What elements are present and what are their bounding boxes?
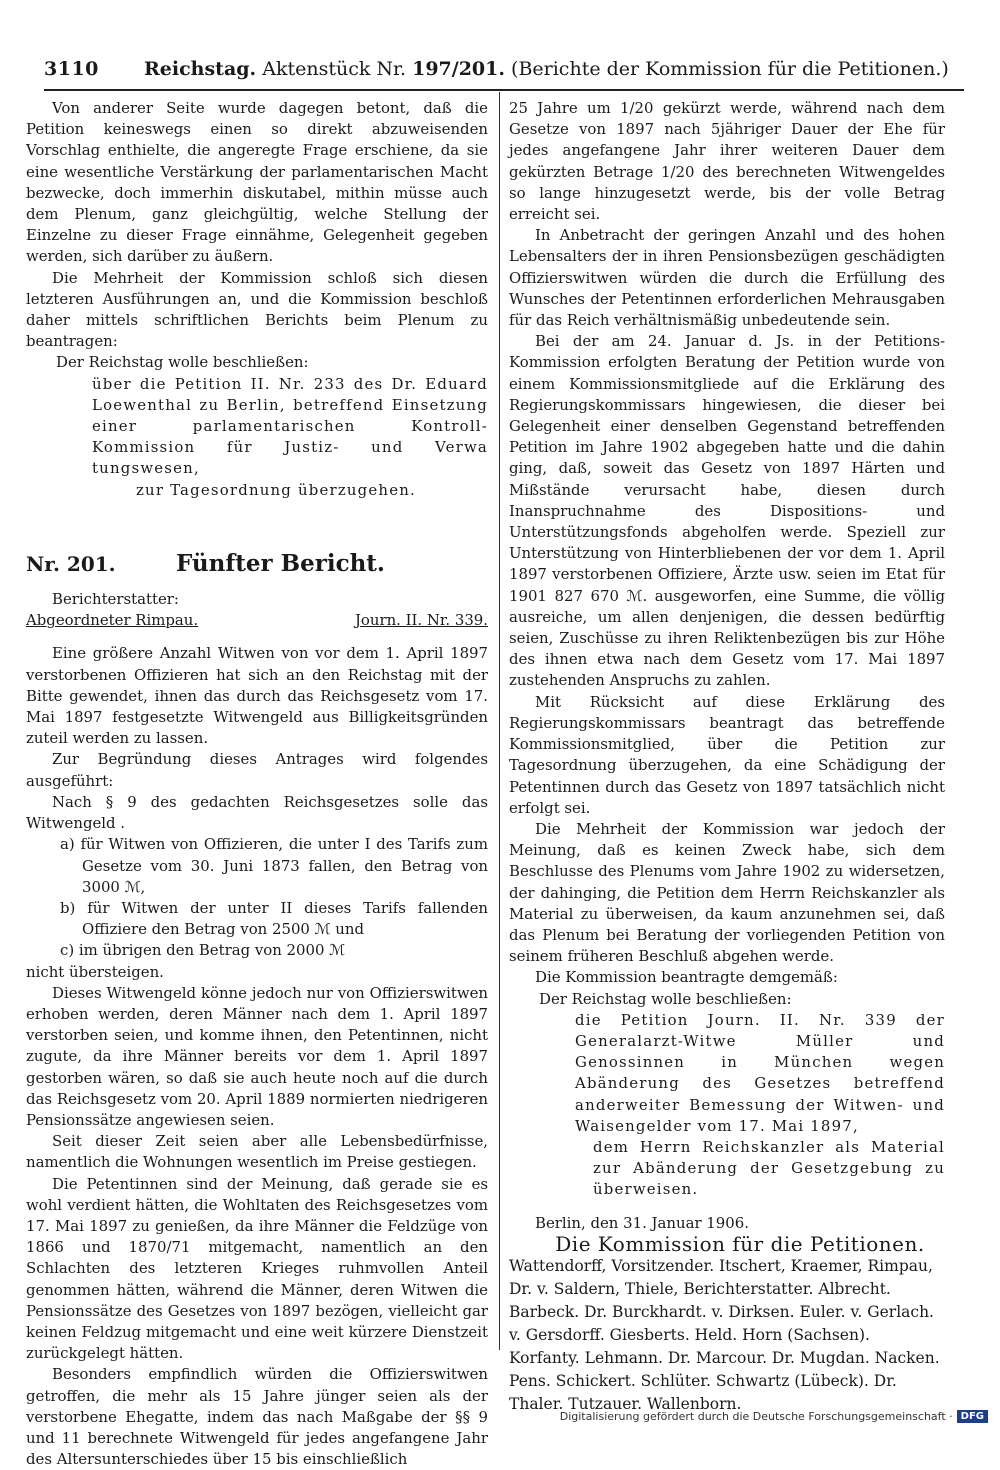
paragraph: Dieses Witwengeld könne jedoch nur von Offizierswitwen erhoben werden, deren Männer nach dem 1. April 1897 verstorben seien, und komme ihnen, den Petentinnen, nicht zugute, da ihre Männer bereits vor dem 1. April 1897 gestorben wären, so daß sie auch heute noch auf die durch das Reichsgesetz vom 20. April 1889 normierten niedrigeren Pensionssätze angewiesen seien. bbox=[26, 983, 488, 1129]
section-number: Nr. 201. bbox=[26, 551, 116, 576]
paragraph: Mit Rücksicht auf diese Erklärung des Regierungskommissars beantragt das betreffende Kommissionsmitglied, über die Petition zur Tagesordnung überzugehen, da eine Schädigung der Petentinnen durch das Gesetz von 1897 tatsächlich nicht erfolgt sei. bbox=[509, 692, 945, 817]
footer-text: Digitalisierung gefördert durch die Deutsche Forschungsgemeinschaft · bbox=[559, 1410, 953, 1423]
paragraph: 25 Jahre um 1/20 gekürzt werde, während nach dem Gesetze von 1897 nach 5jähriger Dauer der Ehe für jedes angefangene Jahr ihrer weiteren Dauer dem gekürzten Betrage 1/20 des berechneten Witwengeldes so lange hinzugesetzt werde, bis der volle Betrag erreicht sei. bbox=[509, 99, 945, 224]
title-prefix: Reichstag. bbox=[144, 58, 257, 80]
running-title bbox=[144, 58, 949, 80]
title-suffix: (Berichte der Kommission für die Petitionen.) bbox=[511, 58, 949, 80]
title-doc: Aktenstück Nr. bbox=[262, 58, 407, 80]
section-heading bbox=[26, 549, 488, 577]
section-title: Fünfter Bericht. bbox=[176, 549, 385, 577]
commission-title: Die Kommission für die Petitionen. bbox=[555, 1231, 925, 1256]
reporter-name: Abgeordneter Rimpau. bbox=[26, 611, 199, 630]
resolve-line: Der Reichstag wolle beschließen: bbox=[56, 353, 309, 372]
reporter-label: Berichterstatter: bbox=[52, 590, 179, 609]
paragraph: Bei der am 24. Januar d. Js. in der Petitions-Kommission erfolgten Beratung der Petition wurde von einem Kommissionsmitgliede auf die Erklärung des Regierungskommissars hingewiesen, die dieser bei Gelegenheit einer denselben Gegenstand betreffenden Petition im Jahre 1902 abgegeben hatte und die dahin ging, daß, soweit das Gesetz von 1897 Härten und Mißstände verursacht habe, diesen durch Inanspruchnahme des Dispositions- und Unterstützungsfonds abgeholfen werde. Speziell zur Unterstützung von Hinterbliebenen der vor dem 1. April 1897 verstorbenen Offiziere, Ärzte usw. seien im Etat für 1901 827 670 ℳ. ausgeworfen, eine Summe, die völlig ausreiche, um allen denjenigen, die dessen bedürftig seien, Zuschüsse zu ihren Reliktenbezügen bis zur Höhe des ihnen etwa nach dem Gesetz vom 17. Mai 1897 zustehenden Anspruchs zu zahlen. bbox=[509, 332, 945, 690]
date-line: Berlin, den 31. Januar 1906. bbox=[535, 1213, 749, 1232]
paragraph: Eine größere Anzahl Witwen von vor dem 1. April 1897 verstorbenen Offizieren hat sich an den Reichstag mit der Bitte gewendet, ihnen das durch das Reichsgesetz vom 17. Mai 1897 festgesetzte Witwengeld aus Billigkeitsgründen zuteil werden zu lassen. bbox=[26, 644, 488, 748]
footer-credit bbox=[560, 1410, 988, 1423]
resolve-line: Der Reichstag wolle beschließen: bbox=[539, 989, 792, 1008]
resolution-text: über die Petition II. Nr. 233 des Dr. Eduard Loewenthal zu Berlin, betreffend Einsetzung einer parlamentarischen Kontroll-Kommission für Justiz- und Verwa tungswesen, bbox=[92, 374, 488, 478]
reporter-row bbox=[26, 610, 488, 631]
member-list: Wattendorff, Vorsitzender. Itschert, Kraemer, Rimpau, Dr. v. Saldern, Thiele, Berichterstatter. Albrecht. Barbeck. Dr. Burckhardt. v. Dirksen. Euler. v. Gerlach. v. Gersdorff. Giesberts. Held. Horn (Sachsen). Korfanty. Lehmann. Dr. Marcour. Dr. Mugdan. Nacken. Pens. Schickert. Schlüter. Schwartz (Lübeck). Dr. Thaler. Tutzauer. Wallenborn. bbox=[509, 1256, 940, 1413]
paragraph: In Anbetracht der geringen Anzahl und des hohen Lebensalters der in ihren Pensionsbezügen geschädigten Offizierswitwen würden die durch die Erfüllung des Wunsches der Petentinnen erforderlichen Mehrausgaben für das Reich verhältnismäßig unbedeutende sein. bbox=[509, 226, 945, 330]
resolution-end: zur Tagesordnung überzugehen. bbox=[136, 480, 416, 499]
resolution-text-2: dem Herrn Reichskanzler als Material zur Abänderung der Gesetzgebung zu überweisen. bbox=[593, 1137, 945, 1199]
list-item: b) für Witwen der unter II dieses Tarifs fallenden Offiziere den Betrag von 2500 ℳ und bbox=[60, 898, 488, 939]
column-divider bbox=[499, 92, 500, 1350]
paragraph: Von anderer Seite wurde dagegen betont, daß die Petition keineswegs einen so direkt abzuweisenden Vorschlag enthielte, die angeregte Frage erschiene, da sie eine wesentliche Verstärkung der parlamentarischen Macht bezwecke, doch immerhin diskutabel, mithin müsse auch dem Plenum, ganz gleichgültig, welche Stellung der Einzelne zu dieser Frage einnähme, Gelegenheit gegeben werden, sich darüber zu äußern. bbox=[26, 99, 488, 266]
paragraph: Besonders empfindlich würden die Offizierswitwen getroffen, die mehr als 15 Jahre jünger seien als der verstorbene Ehegatte, indem das nach Maßgabe der §§ 9 und 11 berechnete Witwengeld für jedes angefangene Jahr des Altersunterschiedes über 15 bis einschließlich bbox=[26, 1365, 488, 1469]
paragraph: nicht übersteigen. bbox=[26, 962, 164, 981]
paragraph: Nach § 9 des gedachten Reichsgesetzes solle das Witwengeld . bbox=[26, 792, 488, 833]
list-item: a) für Witwen von Offizieren, die unter I des Tarifs zum Gesetze vom 30. Juni 1873 fallen, den Betrag von 3000 ℳ, bbox=[60, 835, 488, 896]
paragraph: Die Mehrheit der Kommission war jedoch der Meinung, daß es keinen Zweck habe, sich dem Beschlusse des Plenums vom Jahre 1902 zu widersetzen, der dahinging, die Petition dem Herrn Reichskanzler als Material zu überweisen, da kaum anzunehmen sei, daß das Plenum bei Beratung der vorliegenden Petition von seinem früheren Beschluß abgehen werde. bbox=[509, 819, 945, 966]
title-docnum: 197/201. bbox=[412, 58, 505, 80]
paragraph: Die Petentinnen sind der Meinung, daß gerade sie es wohl verdient hätten, die Wohltaten des Reichsgesetzes vom 17. Mai 1897 zu genießen, da ihre Männer die Feldzüge von 1866 und 1870/71 mitgemacht, namentlich an den Schlachten des letzteren Krieges ruhmvollen Anteil genommen hätten, während die Männer, deren Witwen die Pensionssätze des Gesetzes von 1897 bezögen, vielleicht gar keinen Feldzug mitgemacht und eine weit kürzere Dienstzeit zurückgelegt hätten. bbox=[26, 1174, 488, 1363]
right-column bbox=[509, 98, 945, 1416]
resolution-text: die Petition Journ. II. Nr. 339 der Generalarzt-Witwe Müller und Genossinnen in München wegen Abänderung des Gesetzes betreffend anderweiter Bemessung der Witwen- und Waisengelder vom 17. Mai 1897, bbox=[575, 1010, 945, 1135]
paragraph: Die Kommission beantragte demgemäß: bbox=[535, 968, 838, 987]
dfg-logo: DFG bbox=[957, 1410, 988, 1423]
paragraph: Die Mehrheit der Kommission schloß sich diesen letzteren Ausführungen an, und die Kommission beschloß daher mittels schriftlichen Berichts beim Plenum zu beantragen: bbox=[26, 268, 488, 351]
paragraph: Zur Begründung dieses Antrages wird folgendes ausgeführt: bbox=[26, 750, 488, 790]
paragraph: Seit dieser Zeit seien aber alle Lebensbedürfnisse, namentlich die Wohnungen wesentlich im Preise gestiegen. bbox=[26, 1132, 488, 1172]
page-number: 3110 bbox=[44, 58, 99, 80]
list-item: c) im übrigen den Betrag von 2000 ℳ bbox=[60, 941, 346, 960]
header-rule bbox=[44, 89, 964, 91]
journal-number: Journ. II. Nr. 339. bbox=[354, 611, 488, 630]
left-column bbox=[26, 98, 488, 1470]
page-header bbox=[44, 56, 964, 86]
